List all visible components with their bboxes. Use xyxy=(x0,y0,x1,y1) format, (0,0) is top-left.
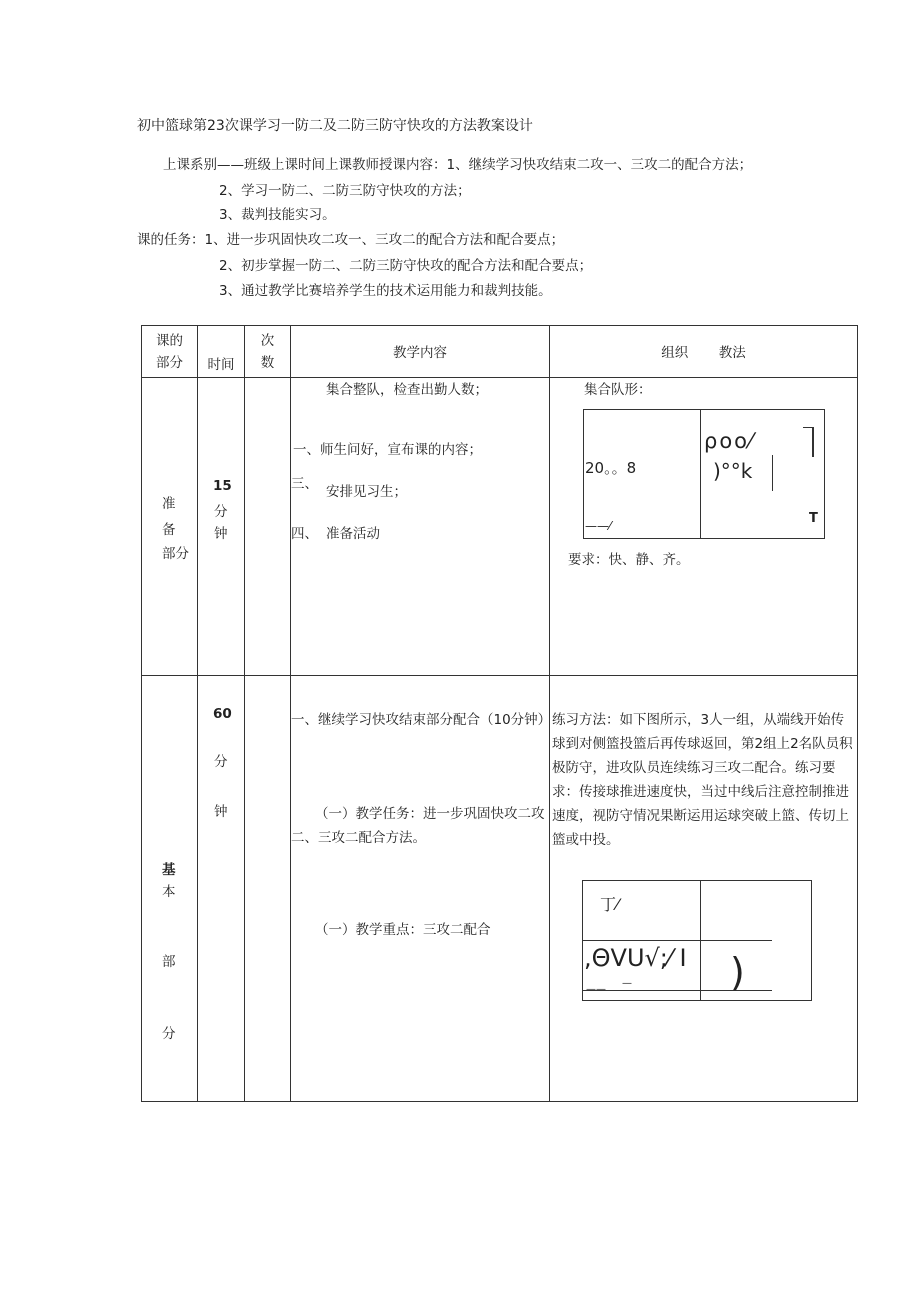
prep-part-cell xyxy=(142,378,198,676)
task-line-1: 课的任务：1、进一步巩固快攻二攻一、三攻二的配合方法和配合要点； xyxy=(137,232,565,248)
document-title: 初中篮球第23次课学习一防二及二防三防守快攻的方法教案设计 xyxy=(137,118,533,134)
main-part-char-1: 基 xyxy=(162,862,176,878)
task-line-3: 3、通过教学比赛培养学生的技术运用能力和裁判技能。 xyxy=(219,283,552,299)
prep-count-cell xyxy=(245,378,291,676)
prep-part-char-1: 准 xyxy=(162,496,176,512)
prep-part-char-2: 备 xyxy=(162,522,176,538)
prep-content-4: 准备活动 xyxy=(326,526,380,542)
prep-time-cell xyxy=(198,378,245,676)
main-row xyxy=(142,676,858,1102)
main-time-unit-1: 分 xyxy=(214,754,228,770)
header-org: 组织 xyxy=(661,345,689,361)
header-method: 教法 xyxy=(718,345,746,361)
main-content-2: （一）教学任务：进一步巩固快攻二攻二、三攻二配合方法。 xyxy=(291,806,545,846)
drill-marker-top: 丁⁄ xyxy=(600,895,619,914)
main-time-unit-2: 钟 xyxy=(214,804,228,820)
prep-content-1: 集合整队，检查出勤人数； xyxy=(326,382,488,398)
header-time: 时间 xyxy=(198,326,245,378)
drill-play-symbols: ,ΘVU√;⁄ I xyxy=(584,944,687,972)
main-time-number: 60 xyxy=(213,706,232,722)
drill-arc: ) xyxy=(730,950,745,994)
intro-line-2: 2、学习一防二、二防三防守快攻的方法； xyxy=(219,183,471,199)
main-content-1: 一、继续学习快攻结束部分配合（10分钟） xyxy=(291,712,552,728)
main-time-cell xyxy=(198,676,245,1102)
main-content-cell xyxy=(291,676,550,1102)
prep-content-4-num: 四、 xyxy=(291,526,318,542)
formation-baseline-mark: ——⁄ xyxy=(585,519,612,533)
drill-baseline-mark-2: — xyxy=(622,978,632,989)
intro-line-1: 上课系别——班级上课时间上课教师授课内容：1、继续学习快攻结束二攻一、三攻二的配合方法； xyxy=(163,157,753,173)
header-part: 课的 部分 xyxy=(142,326,198,378)
main-method-text: 练习方法：如下图所示，3人一组，从端线开始传球到对侧篮投篮后再传球返回，第2组上2名队员积极防守，进攻队员连续练习三攻二配合。练习要求：传接球推进速度快，当过中线后注意控制推进速度，视防守情况果断运用运球突破上篮、传切上篮或中投。 xyxy=(552,712,853,848)
drill-diagram xyxy=(582,880,812,1001)
header-row xyxy=(142,326,858,378)
formation-row-2: )°°k xyxy=(713,459,753,483)
task-line-2: 2、初步掌握一防二、二防三防守快攻的配合方法和配合要点； xyxy=(219,258,593,274)
prep-time-unit-1: 分 xyxy=(214,504,228,520)
prep-content-cell xyxy=(291,378,550,676)
prep-org-cell xyxy=(550,378,858,676)
intro-line-3: 3、裁判技能实习。 xyxy=(219,207,336,223)
main-part-char-3: 部 xyxy=(162,954,176,970)
prep-time-unit-2: 钟 xyxy=(214,526,228,542)
main-part-cell xyxy=(142,676,198,1102)
header-content: 教学内容 xyxy=(291,326,550,378)
main-method-cell xyxy=(550,676,858,1102)
formation-row-1: ρoo⁄ xyxy=(704,429,755,453)
prep-part-char-3: 部分 xyxy=(162,546,189,562)
prep-requirement: 要求：快、静、齐。 xyxy=(568,552,690,568)
main-count-cell xyxy=(245,676,291,1102)
main-content-3: （一）教学重点：三攻二配合 xyxy=(315,922,491,938)
main-part-char-4: 分 xyxy=(162,1026,176,1042)
prep-row xyxy=(142,378,858,676)
prep-content-3-num: 三、 xyxy=(291,476,318,492)
prep-org-label: 集合队形： xyxy=(584,382,652,398)
prep-time-number: 15 xyxy=(213,478,232,494)
prep-content-2: 一、师生问好，宣布课的内容； xyxy=(293,442,482,458)
drill-baseline-mark-1: —— xyxy=(586,984,606,995)
header-org-method xyxy=(550,326,858,378)
main-part-char-2: 本 xyxy=(162,884,176,900)
formation-label-left: 20。。8 xyxy=(585,459,637,477)
formation-marker-t: T xyxy=(809,511,818,526)
lesson-plan-table xyxy=(141,325,858,1102)
formation-diagram xyxy=(583,409,825,539)
header-count: 次 数 xyxy=(245,326,291,378)
prep-content-3: 安排见习生； xyxy=(326,484,407,500)
